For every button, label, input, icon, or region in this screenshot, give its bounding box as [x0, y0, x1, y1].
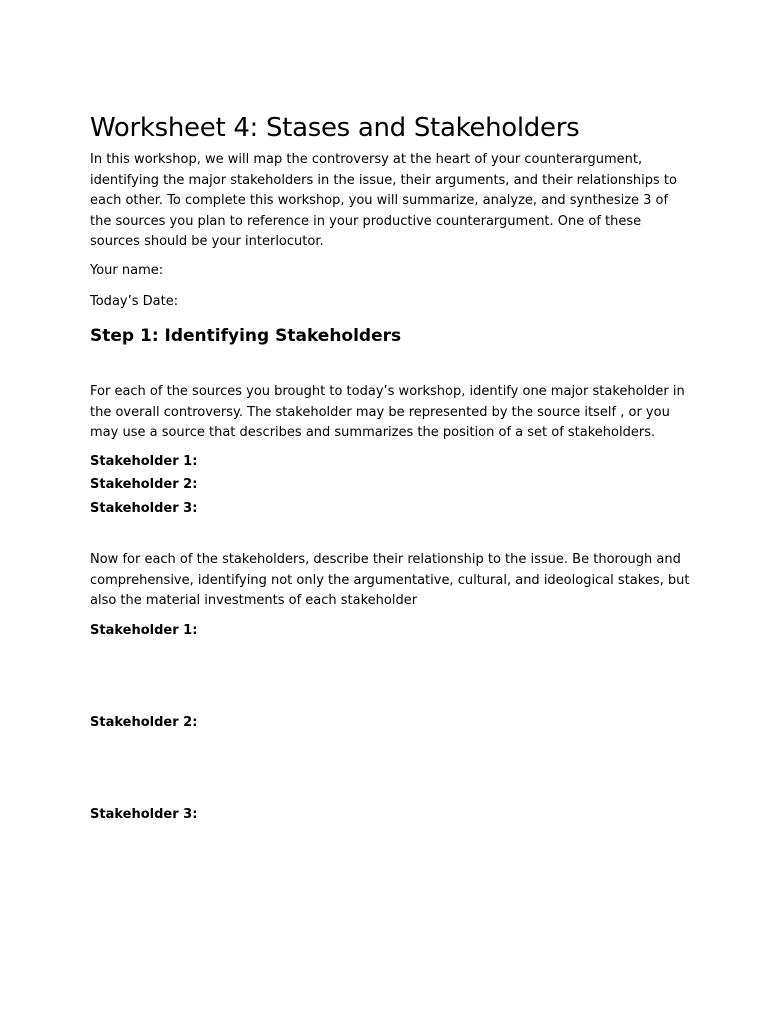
stakeholder-2-relationship-label: Stakeholder 2: — [90, 715, 198, 730]
todays-date-label: Today’s Date: — [90, 294, 179, 309]
stakeholder-3-label: Stakeholder 3: — [90, 501, 198, 516]
relationship-instructions: Now for each of the stakeholders, describe their relationship to the issue. Be thorough and comprehensive, identifying not only the argumentative, cultural, and ideological stakes, but also the material investments of each stakeholder — [90, 552, 690, 608]
step-1-heading: Step 1: Identifying Stakeholders — [90, 326, 402, 346]
stakeholder-3-relationship-label: Stakeholder 3: — [90, 807, 198, 822]
intro-paragraph: In this workshop, we will map the controversy at the heart of your counterargument, identifying the major stakeholders in the issue, their arguments, and their relationships to each other. To complete this workshop, you will summarize, analyze, and synthesize 3 of the sources you plan to reference in your productive counterargument. One of these sources should be your interlocutor. — [90, 152, 677, 249]
step-1-instructions: For each of the sources you brought to today’s workshop, identify one major stakeholder in the overall controversy. The stakeholder may be represented by the source itself , or you may use a source that describes and summarizes the position of a set of stakeholders. — [90, 384, 685, 440]
page-title: Worksheet 4: Stases and Stakeholders — [90, 113, 580, 143]
your-name-label: Your name: — [90, 263, 164, 278]
stakeholder-2-label: Stakeholder 2: — [90, 477, 198, 492]
stakeholder-1-label: Stakeholder 1: — [90, 454, 198, 469]
stakeholder-1-relationship-label: Stakeholder 1: — [90, 623, 198, 638]
